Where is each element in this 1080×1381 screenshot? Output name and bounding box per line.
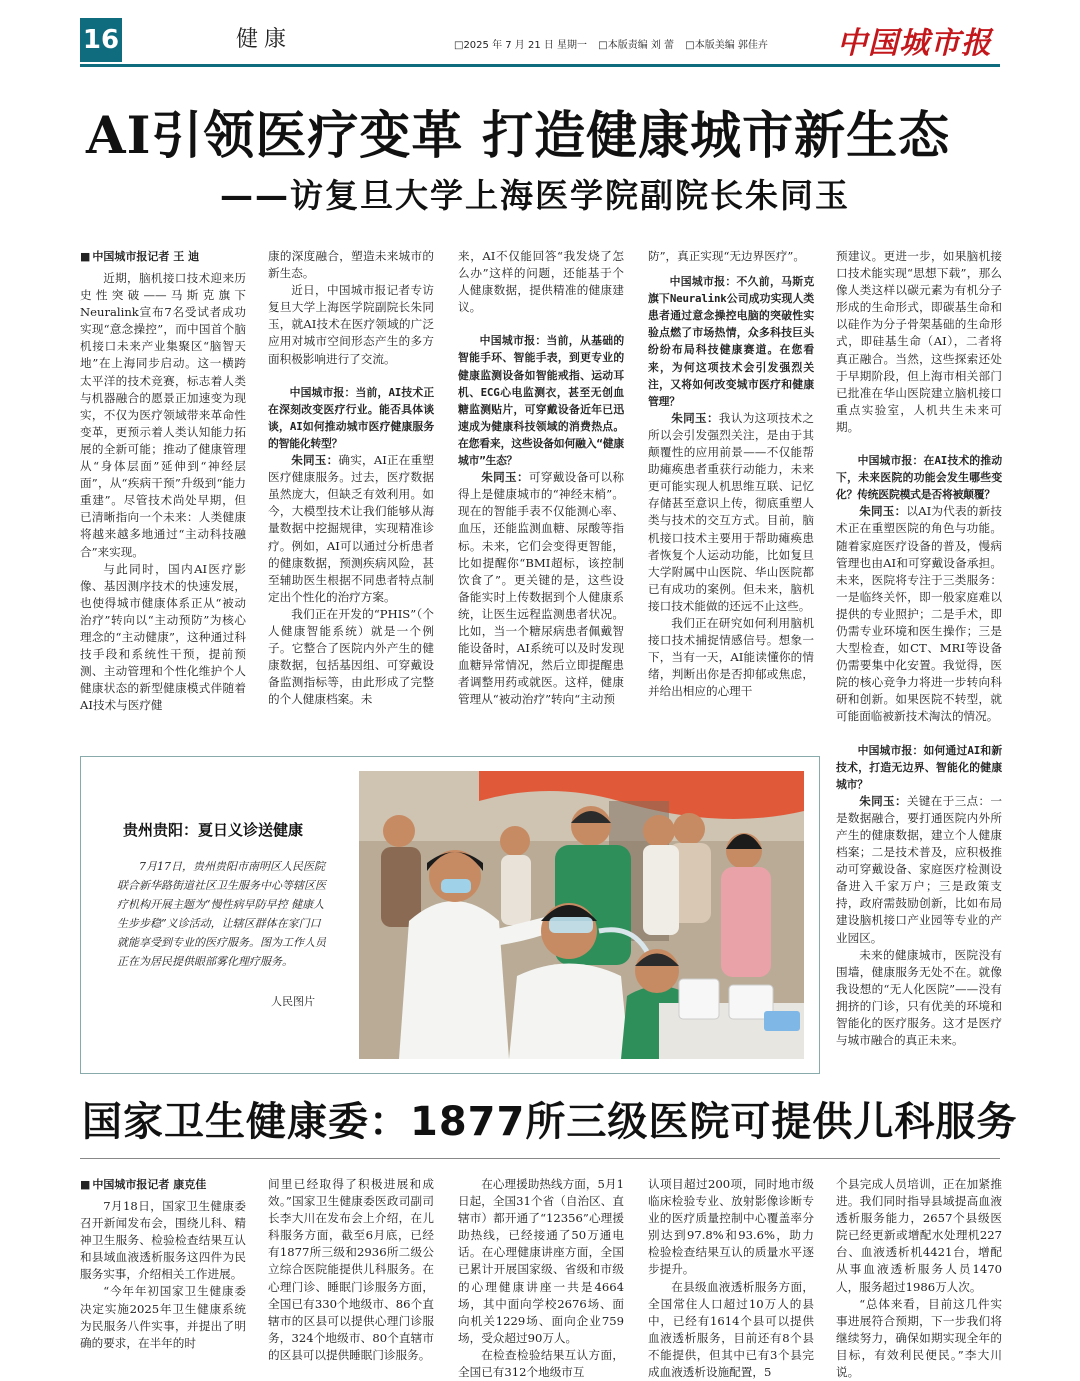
paragraph: 间里已经取得了积极进展和成效。”国家卫生健康委医政司副司长李大川在发布会上介绍，在儿科服务方面，截至6月底，已经有1877所三级和2936所二级公立综合医院能提供儿科服务。在心理门诊、睡眠门诊服务方面，全国已有330个地级市、86个直辖市的区县可以提供心理门诊服务，324个地级市、80个直辖市的区县可以提供睡眠门诊服务。 [268,1177,434,1362]
paragraph: 我们正在开发的“PHIS”（个人健康智能系统）就是一个例子。它整合了医院内外产生的健康数据，包括基因组、可穿戴设备监测指标等，由此形成了完整的个人健康档案。未 [268,606,434,707]
answer-label: 朱同玉： [481,470,529,485]
photo-feature [80,756,820,1074]
paragraph: 在检查检验结果互认方面，全国已有312个地级市互 [458,1347,624,1380]
photo-caption-title: 贵州贵阳：夏日义诊送健康 [123,821,304,839]
article1-column-4 [648,248,814,700]
article2-column-5 [836,1176,1002,1381]
section-rule [80,1158,1000,1159]
byline: ■ 中国城市报记者 康克佳 [80,1176,246,1192]
main-headline: AI引领医疗变革 打造健康城市新生态 [86,106,951,166]
answer: 朱同玉：可穿戴设备可以称得上是健康城市的“神经末梢”。现在的智能手表不仅能测心率、血压，还能监测血糖、尿酸等指标。未来，它们会变得更智能，比如提醒你“BMI超标，该控制饮食了”。更关键的是，这些设备能实时上传数据到个人健康系统，让医生远程监测患者状况。比如，当一个糖尿病患者佩戴智能设备时，AI系统可以及时发现血糖异常情况，然后立即提醒患者调整用药或就医。这样，健康管理从“被动治疗”转向“主动预 [458,470,624,707]
photo-caption-text: 7月17日，贵州贵阳市南明区人民医院联合新华路街道社区卫生服务中心等辖区医疗机构开展主题为“慢性病早防早控 健康人生步步稳”义诊活动，让辖区群体在家门口就能享受到专业的医疗服务。图为工作人员正在为居民提供眼部雾化理疗服务。 [117,860,326,968]
paragraph: 与此同时，国内AI医疗影像、基因测序技术的快速发展，也使得城市健康体系正从“被动治疗”转向以“主动预防”为核心理念的“主动健康”，这种通过科技手段和系统性干预，提前预测、主动管理和个性化维护个人健康状态的新型健康模式伴随着AI技术与医疗健 [80,561,246,713]
question-label: 中国城市报： [479,334,547,348]
issue-designer: □本版美编 郭佳卉 [685,40,768,51]
paragraph: 个县完成人员培训，正在加紧推进。我们同时指导县域提高血液透析服务能力，2657个县级医院已经更新或增配水处理机227台、血液透析机4421台，增配从事血液透析服务人员1470人，服务超过1986万人次。 [836,1177,1002,1294]
issue-editor: □本版责编 刘 蕾 [598,40,675,51]
paragraph: “总体来看，目前这几件实事进展符合预期，下一步我们将继续努力，确保如期实现全年的目标，有效利民便民。”李大川说。 [836,1296,1002,1380]
question: 中国城市报：当前，AI技术正在深刻改变医疗行业。能否具体谈谈，AI如何推动城市医疗健康服务的智能化转型？ [268,385,434,450]
paragraph: 我们正在研究如何利用脑机接口技术捕捉情感信号。想象一下，当有一天，AI能读懂你的情绪，判断出你是否抑郁或焦虑，并给出相应的心理干 [648,615,814,699]
paragraph: 在县级血液透析服务方面，全国常住人口超过10万人的县中，已经有1614个县可以提供血液透析服务，目前还有8个县不能提供，但其中已有3个县完成血液透析设施配置，5 [648,1279,814,1380]
article1-column-1 [80,248,246,714]
photo-credit: 人民图片 [271,995,315,1008]
main-subheadline: ——访复旦大学上海医学院副院长朱同玉 [220,176,850,215]
newspaper-logo: 中国城市报 [837,26,992,61]
paragraph: 预建议。更进一步，如果脑机接口技术能实现“思想下载”，那么像人类这样以碳元素为有机分子形成的生命形式，即碳基生命和以硅作为分子骨架基础的生命形式，即硅基生命（AI），二者将真正融合。当然，这些探索还处于早期阶段，但上海市相关部门已批准在华山医院建立脑机接口重点实验室，人机共生未来可期。 [836,249,1002,434]
paragraph: 康的深度融合，塑造未来城市的新生态。 [268,249,434,281]
answer-label: 朱同玉： [859,504,907,519]
question-label: 中国城市报： [289,385,356,399]
byline: ■ 中国城市报记者 王 迪 [80,248,246,264]
question: 中国城市报：在AI技术的推动下，未来医院的功能会发生哪些变化？传统医院模式是否将被颠覆？ [836,454,1002,502]
paragraph: 认项目超过200项，同时地市级临床检验专业、放射影像诊断专业的医疗质量控制中心覆盖率分别达到97.8%和93.6%，助力检验检查结果互认的质量水平逐步提升。 [648,1177,814,1277]
paragraph: 未来的健康城市，医院没有围墙，健康服务无处不在。就像我设想的“无人化医院”——没有拥挤的门诊，只有优美的环境和智能化的医疗服务。这才是医疗与城市融合的真正未来。 [836,947,1002,1048]
article1-column-2 [268,248,434,708]
question-label: 中国城市报： [857,743,924,757]
paragraph: 近期，脑机接口技术迎来历史性突破——马斯克旗下Neuralink宣布7名受试者成功实现“意念操控”，而中国首个脑机接口未来产业集聚区“脑智天地”在上海同步启动。这一横跨太平洋的技术竞赛，标志着人类与机器融合的愿景正加速变为现实，不仅为医疗领域带来革命性变革，更预示着人类认知能力拓展的全新可能；推动了健康管理从“身体层面”延伸到“神经层面”，从“疾病干预”升级到“能力重建”。尽管技术尚处早期，但已清晰指向一个未来：人类健康将越来越多地通过“主动科技融合”来实现。 [80,271,246,559]
article2-column-1 [80,1176,246,1352]
question-label: 中国城市报： [669,275,737,289]
paragraph: 近日，中国城市报记者专访复旦大学上海医学院副院长朱同玉，就AI技术在医疗领域的广泛应用对城市空间形态产生的多方面积极影响进行了交流。 [268,283,434,366]
issue-info [454,36,776,51]
news-photo [359,771,804,1059]
question: 中国城市报：如何通过AI和新技术，打造无边界、智能化的健康城市？ [836,743,1002,791]
answer-label: 朱同玉： [859,793,907,808]
paragraph: 来，AI不仅能回答“我发烧了怎么办”这样的问题，还能基于个人健康数据，提供精准的健康建议。 [458,249,624,315]
answer: 朱同玉：我认为这项技术之所以会引发强烈关注，是由于其颠覆性的应用前景——不仅能帮助瘫痪患者重获行动能力，未来更可能实现人机思维互联、记忆存储甚至意识上传，彻底重塑人类与技术的交互方式。目前，脑机接口技术主要用于帮助瘫痪患者恢复个人运动功能，比如复旦大学附属中山医院、华山医院都已有成功的案例。但未来，脑机接口技术能做的还远不止这些。 [648,410,814,613]
answer-label: 朱同玉： [291,453,339,468]
question: 中国城市报：不久前，马斯克旗下Neuralink公司成功实现人类患者通过意念操控电脑的突破性实验点燃了市场热情，众多科技巨头纷纷布局科技健康赛道。在您看来，为何这项技术会引发强烈关注，又将如何改变城市医疗和健康管理？ [648,275,814,408]
second-headline: 国家卫生健康委：1877所三级医院可提供儿科服务 [82,1099,1018,1145]
paragraph: “今年年初国家卫生健康委决定实施2025年卫生健康系统为民服务八件实事，并提出了明确的要求，在半年的时 [80,1284,246,1350]
header-rule [80,64,1000,67]
answer: 朱同玉：关键在于三点：一是数据融合，要打通医院内外所产生的健康数据，建立个人健康档案；二是技术普及，应积极推动可穿戴设备、家庭医疗检测设备进入千家万户；三是政策支持，政府需鼓励创新，比如布局建设脑机接口产业园等专业的产业园区。 [836,793,1002,945]
issue-date: □2025 年 7 月 21 日 星期一 [454,40,588,51]
answer: 朱同玉：确实，AI正在重塑医疗健康服务。过去，医疗数据虽然庞大，但缺乏有效利用。如今，大模型技术让我们能够从海量数据中挖掘规律，实现精准诊疗。例如，AI可以通过分析患者的健康数据，预测疾病风险，甚至辅助医生根据不同患者特点制定出个性化的治疗方案。 [268,453,434,604]
paragraph: 在心理援助热线方面，5月1日起，全国31个省（自治区、直辖市）都开通了“12356”心理援助热线，已经接通了50万通电话。在心理健康讲座方面，全国已累计开展国家级、省级和市级的心理健康讲座一共是4664场，其中面向学校2676场、面向机关1229场、面向企业759场，受众超过90万人。 [458,1177,624,1345]
answer-label: 朱同玉： [671,410,719,425]
article1-column-3 [458,248,624,708]
page-header [80,16,1000,66]
article2-column-4 [648,1176,814,1381]
article2-column-2 [268,1176,434,1364]
article2-column-3 [458,1176,624,1381]
question-label: 中国城市报： [857,454,924,468]
article1-column-5 [836,248,1002,1049]
paragraph: 防”，真正实现“无边界医疗”。 [648,249,805,263]
page-number: 16 [80,18,122,62]
answer: 朱同玉：以AI为代表的新技术正在重塑医院的角色与功能。随着家庭医疗设备的普及，慢病管理也由AI和可穿戴设备承担。未来，医院将专注于三类服务：一是临终关怀，即一般家庭难以提供的专业照护；二是手术，即仍需专业环境和医生操作；三是大型检查，如CT、MRI等设备仍需要集中化安置。我觉得，医院的核心竞争力将进一步转向科研和创新。如果医院不转型，就可能面临被新技术淘汰的情况。 [836,504,1002,724]
question: 中国城市报：当前，从基础的智能手环、智能手表，到更专业的健康监测设备如智能戒指、运动耳机、ECG心电监测衣，甚至无创血糖监测贴片，可穿戴设备近年已迅速成为健康科技领域的消费热点。在您看来，这些设备如何融入“健康城市”生态？ [458,334,624,468]
section-title: 健康 [236,27,293,52]
paragraph: 7月18日，国家卫生健康委召开新闻发布会，围绕儿科、精神卫生服务、检验检查结果互认和县域血液透析服务这四件为民服务实事，介绍相关工作进展。 [80,1199,246,1282]
photo-illustration [359,771,804,1059]
